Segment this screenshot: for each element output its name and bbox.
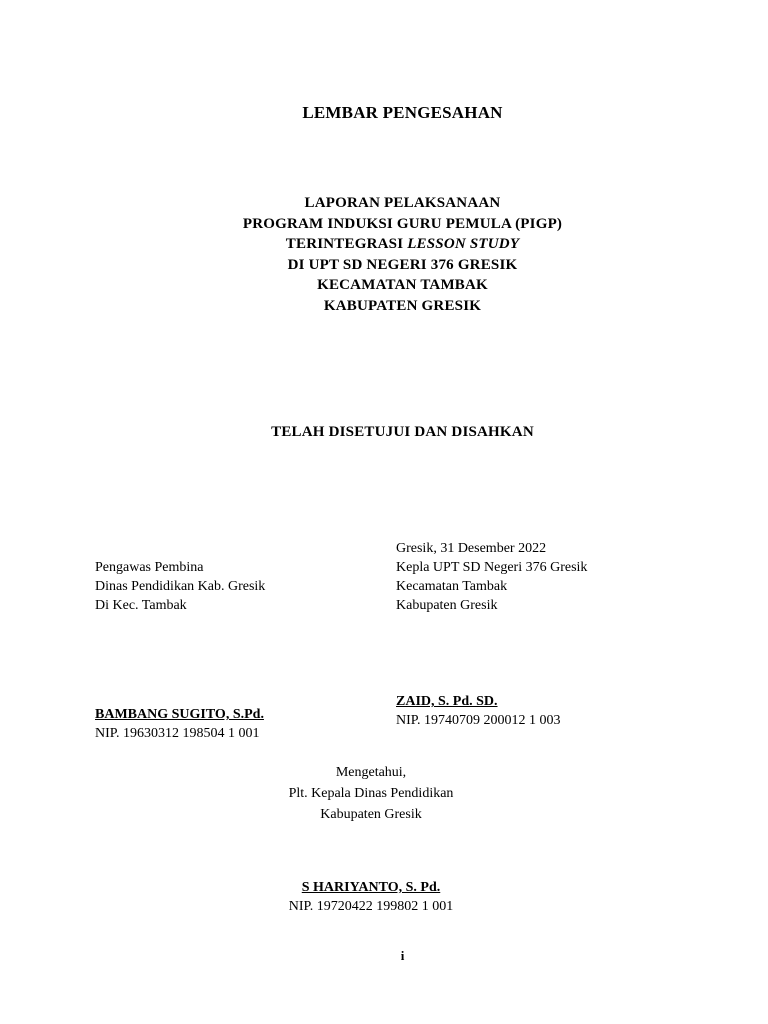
left-role-line-2: Dinas Pendidikan Kab. Gresik bbox=[95, 579, 266, 594]
acknowledged-signer-name: S HARIYANTO, S. Pd. bbox=[301, 880, 441, 895]
right-role-line-2: Kecamatan Tambak bbox=[396, 579, 508, 594]
left-role-line-3: Di Kec. Tambak bbox=[95, 598, 187, 613]
right-signer-roles bbox=[396, 539, 587, 615]
acknowledged-line-3: Kabupaten Gresik bbox=[320, 807, 422, 822]
left-signer-nip: NIP. 19630312 198504 1 001 bbox=[95, 726, 260, 741]
right-role-line-1: Kepla UPT SD Negeri 376 Gresik bbox=[396, 560, 588, 575]
right-signer-nip: NIP. 19740709 200012 1 003 bbox=[396, 713, 561, 728]
report-line-4: DI UPT SD NEGERI 376 GRESIK bbox=[287, 256, 518, 273]
report-line-2: PROGRAM INDUKSI GURU PEMULA (PIGP) bbox=[242, 215, 563, 232]
approval-heading: TELAH DISETUJUI DAN DISAHKAN bbox=[271, 424, 534, 440]
place-date: Gresik, 31 Desember 2022 bbox=[396, 541, 547, 556]
report-line-6: KABUPATEN GRESIK bbox=[323, 297, 482, 314]
report-line-3 bbox=[0, 234, 768, 255]
acknowledged-signer-nip: NIP. 19720422 199802 1 001 bbox=[288, 899, 454, 914]
report-line-3-prefix: TERINTEGRASI bbox=[285, 236, 408, 252]
report-line-3-italic: LESSON STUDY bbox=[407, 236, 520, 252]
report-title-block bbox=[0, 193, 768, 316]
page-title: LEMBAR PENGESAHAN bbox=[302, 103, 503, 122]
left-signer-name: BAMBANG SUGITO, S.Pd. bbox=[95, 707, 264, 722]
report-line-5: KECAMATAN TAMBAK bbox=[317, 277, 488, 293]
left-signer-roles bbox=[95, 558, 265, 615]
acknowledged-line-2: Plt. Kepala Dinas Pendidikan bbox=[288, 786, 454, 801]
report-line-1: LAPORAN PELAKSANAAN bbox=[304, 195, 501, 211]
page-number: i bbox=[400, 948, 405, 963]
acknowledged-line-1: Mengetahui, bbox=[335, 765, 407, 780]
right-role-line-3: Kabupaten Gresik bbox=[396, 598, 498, 613]
right-signer-name: ZAID, S. Pd. SD. bbox=[396, 694, 498, 709]
left-role-line-1: Pengawas Pembina bbox=[95, 560, 204, 575]
acknowledged-block bbox=[0, 762, 742, 825]
